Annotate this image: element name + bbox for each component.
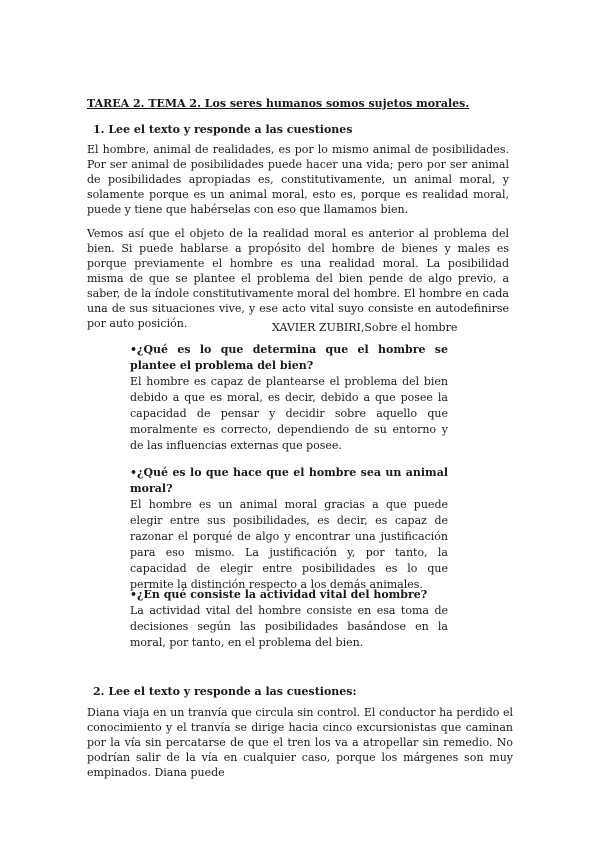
question-block-2 — [130, 465, 448, 593]
question-text: •¿Qué es lo que hace que el hombre sea un animal moral? — [130, 466, 448, 495]
text-attribution: XAVIER ZUBIRI,Sobre el hombre — [272, 321, 458, 334]
section-1-heading: 1. Lee el texto y responde a las cuestiones — [93, 123, 353, 136]
page-title: TAREA 2. TEMA 2. Los seres humanos somos sujetos morales. — [87, 97, 470, 110]
question-block-3 — [130, 587, 448, 651]
text-paragraph-1: El hombre, animal de realidades, es por lo mismo animal de posibilidades. Por ser animal de posibilidades puede hacer una vida; pero por ser animal de posibilidades apropiadas es, constitutivamente, un animal moral, y solamente porque es un animal moral, esto es, porque es realidad moral, puede y tiene que habérselas con eso que llamamos bien. — [87, 143, 509, 216]
question-block-1 — [130, 342, 448, 454]
text-paragraph-2: Vemos así que el objeto de la realidad moral es anterior al problema del bien. Si puede hablarse a propósito del hombre de bienes y males es porque previamente el hombre es una realidad moral. La posibilidad misma de que se plantee el problema del bien pende de algo previo, a saber, de la índole constitutivamente moral del hombre. El hombre en cada una de sus situaciones vive, y ese acto vital suyo consiste en autodefinirse por auto posición. — [87, 227, 509, 330]
answer-text: El hombre es capaz de plantearse el problema del bien debido a que es moral, es decir, debido a que posee la capacidad de pensar y decidir sobre aquello que moralmente es correcto, dependiendo de su entorno y de las influencias externas que posee. — [130, 375, 448, 452]
question-text: •¿Qué es lo que determina que el hombre se plantee el problema del bien? — [130, 343, 448, 372]
answer-text: El hombre es un animal moral gracias a que puede elegir entre sus posibilidades, es decir, es capaz de razonar el porqué de algo y encontrar una justificación para eso mismo. La justificación y, por tanto, la capacidad de elegir entre posibilidades es lo que permite la distinción respecto a los demás animales. — [130, 498, 448, 591]
text-paragraph-3: Diana viaja en un tranvía que circula sin control. El conductor ha perdido el conocimiento y el tranvía se dirige hacia cinco excursionistas que caminan por la vía sin percatarse de que el tren los va a atropellar sin remedio. No podrían salir de la vía en cualquier caso, porque los márgenes son muy empinados. Diana puede — [87, 706, 513, 779]
question-text: •¿En qué consiste la actividad vital del hombre? — [130, 588, 428, 601]
answer-text: La actividad vital del hombre consiste en esa toma de decisiones según las posibilidades basándose en la moral, por tanto, en el problema del bien. — [130, 604, 448, 649]
section-2-heading: 2. Lee el texto y responde a las cuestiones: — [93, 685, 357, 698]
